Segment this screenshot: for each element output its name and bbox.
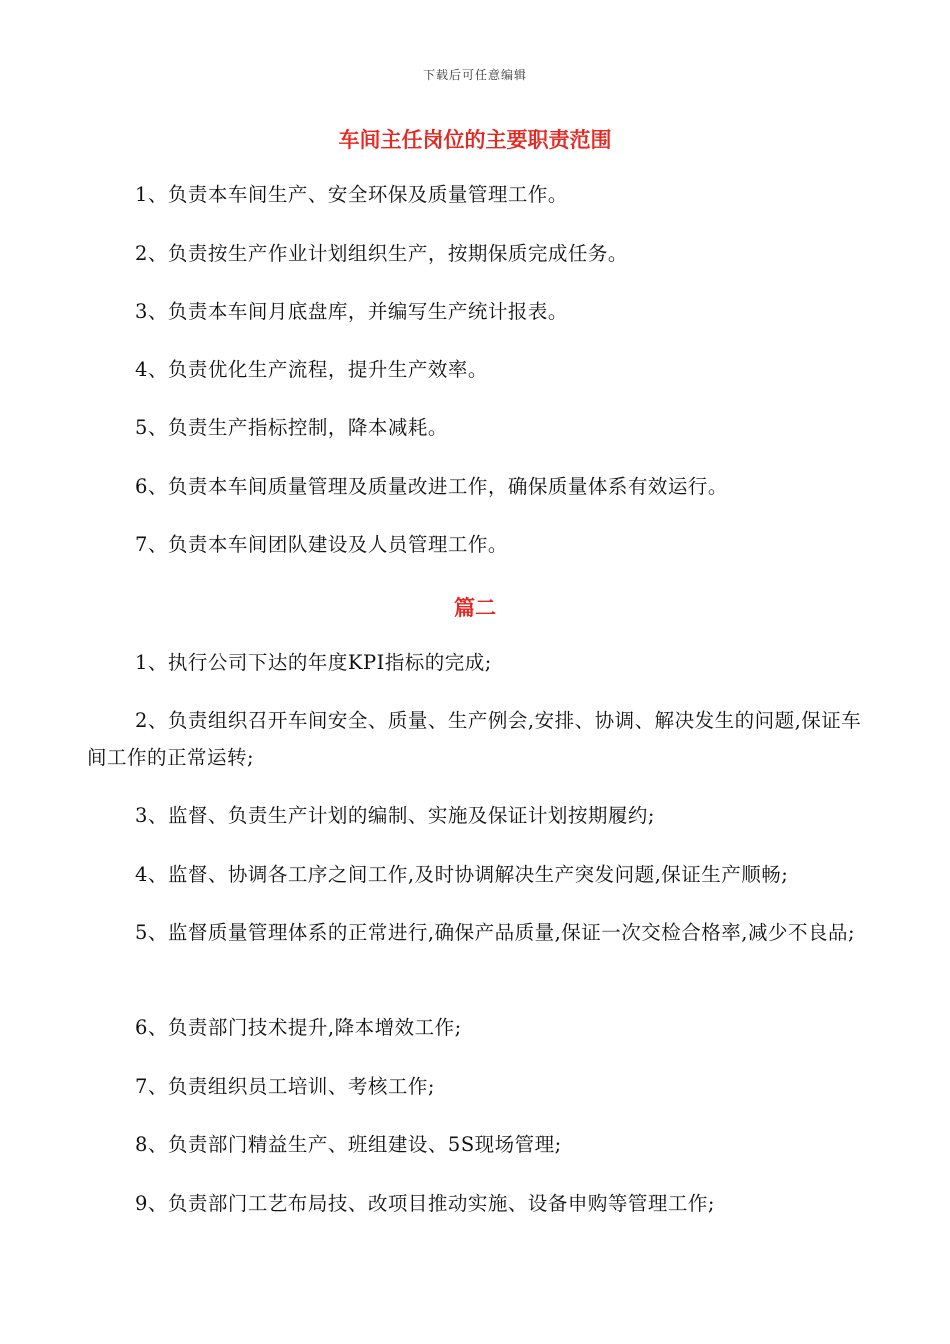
section2-item-1: 1、执行公司下达的年度KPI指标的完成; <box>135 651 492 674</box>
section2-item-5: 5、监督质量管理体系的正常进行,确保产品质量,保证一次交检合格率,减少不良品; <box>135 921 856 944</box>
section2-item-9: 9、负责部门工艺布局技、改项目推动实施、设备申购等管理工作; <box>135 1192 715 1215</box>
section-two-title: 篇二 <box>454 596 496 620</box>
duty-item-4: 4、负责优化生产流程，提升生产效率。 <box>135 358 488 381</box>
duty-item-5: 5、负责生产指标控制，降本减耗。 <box>135 416 448 439</box>
section2-item-4: 4、监督、协调各工序之间工作,及时协调解决生产突发问题,保证生产顺畅; <box>135 863 789 886</box>
document-title: 车间主任岗位的主要职责范围 <box>338 128 612 152</box>
section2-item-6: 6、负责部门技术提升,降本增效工作; <box>135 1016 462 1039</box>
section2-item-3: 3、监督、负责生产计划的编制、实施及保证计划按期履约; <box>135 804 655 827</box>
duty-item-7: 7、负责本车间团队建设及人员管理工作。 <box>135 533 508 556</box>
duty-item-1: 1、负责本车间生产、安全环保及质量管理工作。 <box>135 183 568 206</box>
duty-item-6: 6、负责本车间质量管理及质量改进工作，确保质量体系有效运行。 <box>135 475 728 498</box>
section2-item-8: 8、负责部门精益生产、班组建设、5S现场管理; <box>135 1133 562 1156</box>
section2-item-2: 2、负责组织召开车间安全、质量、生产例会,安排、协调、解决发生的问题,保证车间工作的正常运转; <box>87 709 862 769</box>
duty-item-3: 3、负责本车间月底盘库，并编写生产统计报表。 <box>135 300 568 323</box>
duty-item-2: 2、负责按生产作业计划组织生产，按期保质完成任务。 <box>135 242 628 265</box>
header-note: 下载后可任意编辑 <box>422 68 527 82</box>
section2-item-7: 7、负责组织员工培训、考核工作; <box>135 1075 435 1098</box>
